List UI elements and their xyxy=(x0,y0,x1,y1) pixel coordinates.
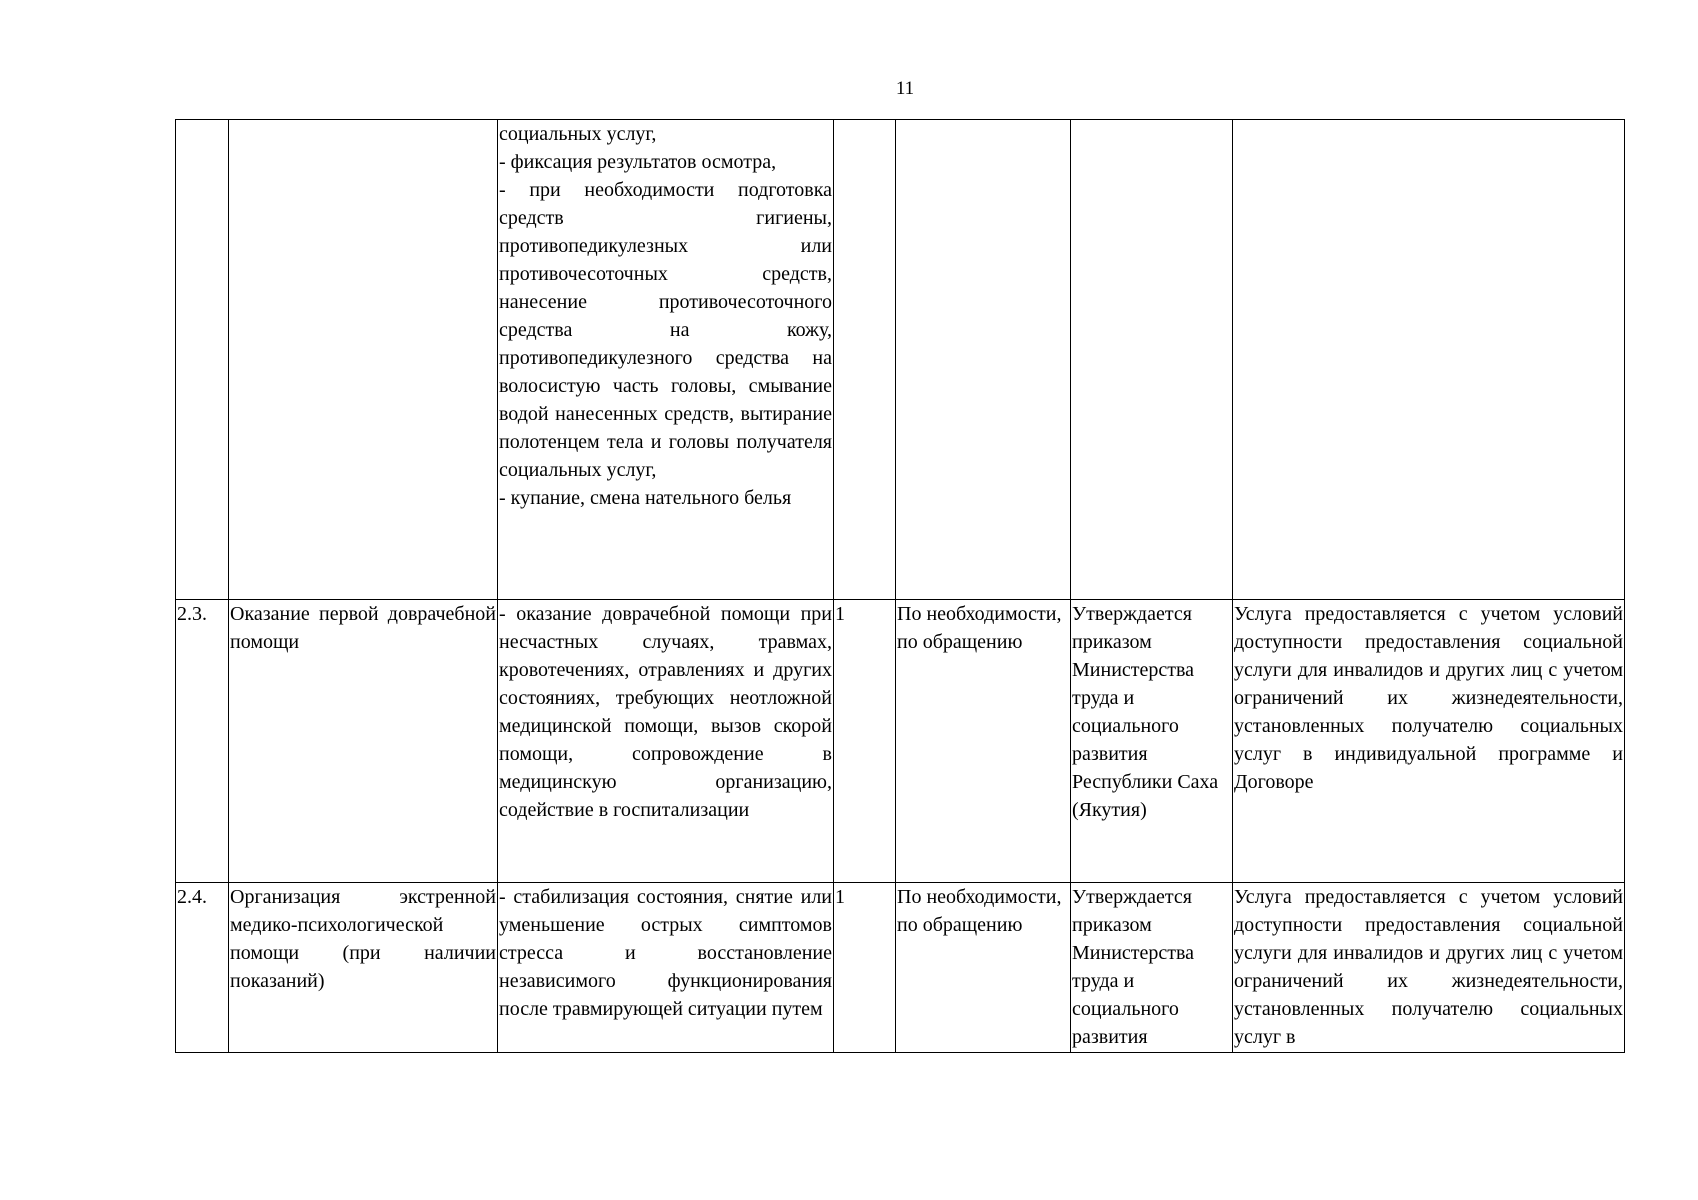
content-paragraph: - фиксация результатов осмотра, xyxy=(499,151,777,173)
page-number: 11 xyxy=(895,78,915,99)
service-quantity-cell: 1 xyxy=(834,600,896,883)
service-normative-cell xyxy=(1071,120,1233,600)
service-name-cell: Оказание первой доврачебной помощи xyxy=(229,600,498,883)
table-row xyxy=(176,120,1625,600)
service-frequency-cell xyxy=(896,120,1071,600)
service-name-cell xyxy=(229,120,498,600)
service-conditions-cell: Услуга предоставляется с учетом условий доступности предоставления социальной услуги для инвалидов и других лиц с учетом ограничений их жизнедеятельности, установленных получателю социальных услуг в xyxy=(1233,883,1625,1053)
service-quantity-cell xyxy=(834,120,896,600)
service-number-cell xyxy=(176,120,229,600)
services-table xyxy=(175,119,1625,1053)
service-quantity-cell: 1 xyxy=(834,883,896,1053)
service-frequency-cell: По необходимости, по обращению xyxy=(896,600,1071,883)
service-number-cell: 2.4. xyxy=(176,883,229,1053)
service-normative-cell: Утверждается приказом Министерства труда и социального развития xyxy=(1071,883,1233,1053)
service-normative-cell: Утверждается приказом Министерства труда и социального развития Республики Саха (Якутия) xyxy=(1071,600,1233,883)
service-content-cell xyxy=(498,120,834,600)
content-paragraph: - оказание доврачебной помощи при несчастных случаях, травмах, кровотечениях, отравлениях и других состояниях, требующих неотложной медицинской помощи, вызов скорой помощи, сопровождение в медицинскую организацию, содействие в госпитализации xyxy=(499,603,832,821)
service-content-cell xyxy=(498,883,834,1053)
service-frequency-cell: По необходимости, по обращению xyxy=(896,883,1071,1053)
content-paragraph: - стабилизация состояния, снятие или уменьшение острых симптомов стресса и восстановление независимого функционирования после травмирующей ситуации путем xyxy=(499,886,832,1020)
table-row xyxy=(176,600,1625,883)
service-conditions-cell: Услуга предоставляется с учетом условий доступности предоставления социальной услуги для инвалидов и других лиц с учетом ограничений их жизнедеятельности, установленных получателю социальных услуг в индивидуальной программе и Договоре xyxy=(1233,600,1625,883)
content-paragraph: - при необходимости подготовка средств гигиены, противопедикулезных или противочесоточных средств, нанесение противочесоточного средства на кожу, противопедикулезного средства на волосистую часть головы, смывание водой нанесенных средств, вытирание полотенцем тела и головы получателя социальных услуг, xyxy=(499,179,832,481)
content-paragraph: социальных услуг, xyxy=(499,123,657,145)
service-number-cell: 2.3. xyxy=(176,600,229,883)
service-name-cell: Организация экстренной медико-психологической помощи (при наличии показаний) xyxy=(229,883,498,1053)
table-row xyxy=(176,883,1625,1053)
service-content-cell xyxy=(498,600,834,883)
content-paragraph: - купание, смена нательного белья xyxy=(499,487,792,509)
service-conditions-cell xyxy=(1233,120,1625,600)
